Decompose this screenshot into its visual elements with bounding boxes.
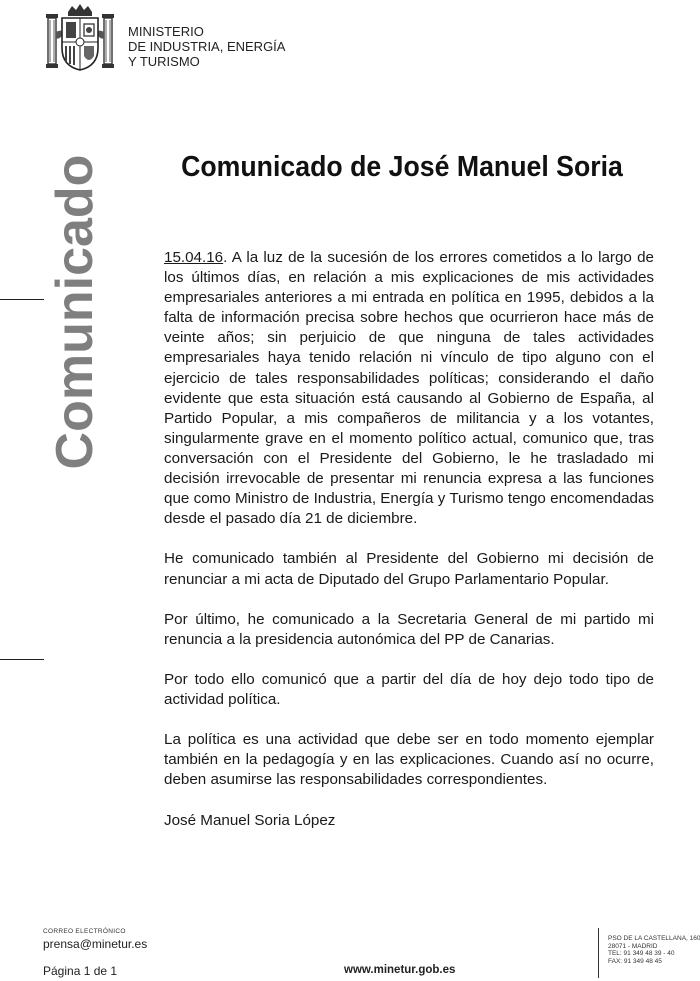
contact-email: prensa@minetur.es (43, 937, 148, 951)
website-link[interactable]: www.minetur.gob.es (344, 964, 456, 976)
ministry-name (128, 24, 285, 69)
page-number: Página 1 de 1 (43, 964, 118, 978)
ministry-line-2: DE INDUSTRIA, ENERGÍA (128, 39, 286, 54)
address-line-4: FAX: 91 349 48 45 (608, 957, 662, 965)
paragraph-5: La política es una actividad que debe ser en todo momento ejemplar también en la pedagogía y en las explicaciones. Cuando así no ocurre, deben asumirse las responsabilidades correspondientes. (164, 731, 654, 789)
footer-divider (598, 928, 599, 978)
coat-of-arms-icon (44, 2, 116, 74)
address-line-3: TEL: 91 349 48 39 - 40 (608, 950, 675, 958)
postal-address (608, 935, 700, 965)
paragraph-1 (164, 248, 654, 529)
document-title: Comunicado de José Manuel Soria (181, 151, 623, 183)
vertical-section-label: Comunicado (46, 154, 104, 470)
paragraph-2: He comunicado también al Presidente del Gobierno mi decisión de renunciar a mi acta de Diputado del Grupo Parlamentario Popular. (164, 550, 654, 588)
document-date: 15.04.16 (164, 249, 224, 266)
address-line-2: 28071 - MADRID (608, 942, 658, 950)
paragraph-4: Por todo ello comunicó que a partir del día de hoy dejo todo tipo de actividad política. (164, 670, 654, 709)
address-line-1: PSO DE LA CASTELLANA, 160 (608, 935, 700, 942)
ministry-line-1: MINISTERIO (128, 24, 204, 39)
email-label: CORREO ELECTRÓNICO (43, 928, 126, 935)
paragraph-1-text: . A la luz de la sucesión de los errores cometidos a lo largo de los últimos días, en relación a mis explicaciones de mis actividades empresariales anteriores a mi entrada en política en 1995, debidos a la falta de información precisa sobre hechos que ocurrieron hace más de veinte años; sin perjuicio de que ninguna de tales actividades empresariales haya tenido relación ni vínculo de tipo alguno con el ejercicio de tales responsabilidades políticas; considerando el daño evidente que esta situación está causando al Gobierno de España, al Partido Popular, a mis compañeros de militancia y a los votantes, singularmente grave en el momento político actual, comunico que, tras conversación con el Presidente del Gobierno, le he trasladado mi decisión irrevocable de presentar mi renuncia expresa a las funciones que como Ministro de Industria, Energía y Turismo tengo encomendadas desde el pasado día 21 de diciembre. (164, 249, 654, 528)
paragraph-3: Por último, he comunicado a la Secretaria General de mi partido mi renuncia a la presidencia autonómica del PP de Canarias. (164, 610, 654, 648)
ministry-line-3: Y TURISMO (128, 54, 200, 69)
document-body (164, 248, 654, 851)
margin-rule-bottom (0, 659, 44, 660)
margin-rule-top (0, 299, 44, 300)
signature: José Manuel Soria López (164, 811, 336, 829)
